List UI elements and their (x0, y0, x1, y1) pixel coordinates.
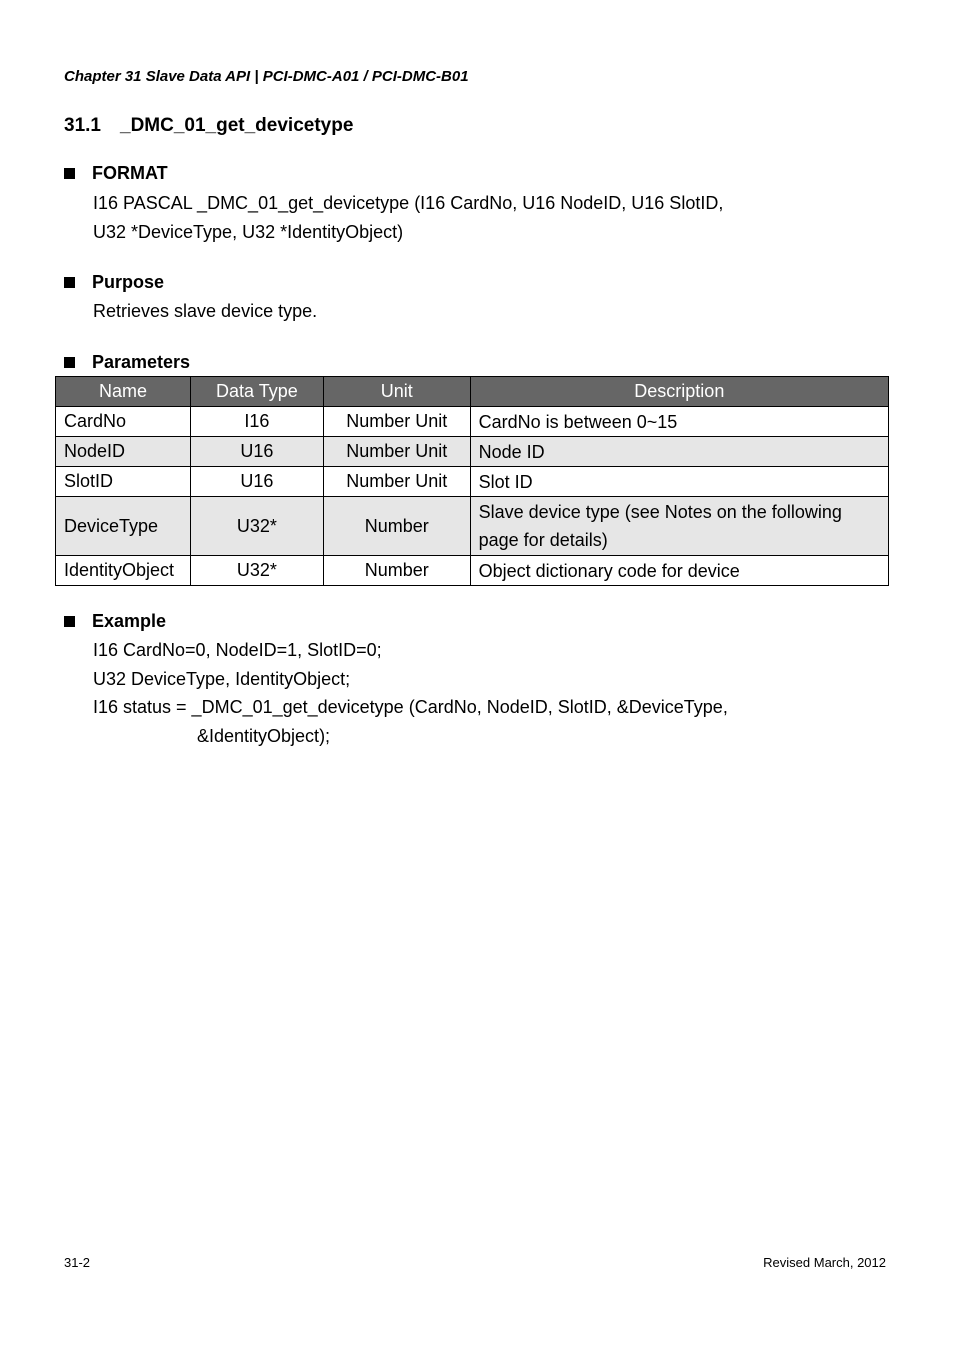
param-unit: Number Unit (323, 437, 470, 467)
param-name: NodeID (56, 437, 191, 467)
purpose-heading-label: Purpose (92, 272, 165, 292)
example-line: I16 status = _DMC_01_get_devicetype (CardNo, NodeID, SlotID, &DeviceType, (93, 697, 728, 717)
param-description: Slot ID (470, 467, 888, 497)
column-header: Data Type (190, 377, 323, 407)
example-heading-label: Example (92, 611, 167, 631)
format-body (93, 189, 723, 246)
param-type: U32* (190, 556, 323, 586)
param-type: U16 (190, 437, 323, 467)
param-name: DeviceType (56, 497, 191, 556)
parameters-heading (64, 352, 190, 373)
param-type: U16 (190, 467, 323, 497)
bullet-square-icon (64, 616, 75, 627)
page-number: 31-2 (64, 1255, 91, 1270)
column-header: Unit (323, 377, 470, 407)
table-header-row (56, 377, 889, 407)
param-description: Slave device type (see Notes on the following page for details) (470, 497, 888, 556)
bullet-square-icon (64, 277, 75, 288)
bullet-square-icon (64, 168, 75, 179)
format-heading-label: FORMAT (92, 163, 168, 183)
param-unit: Number Unit (323, 407, 470, 437)
format-heading (64, 163, 168, 184)
bullet-square-icon (64, 357, 75, 368)
param-type: I16 (190, 407, 323, 437)
param-description: Node ID (470, 437, 888, 467)
chapter-header: Chapter 31 Slave Data API | PCI-DMC-A01 / PCI-DMC-B01 (64, 68, 469, 85)
param-name: CardNo (56, 407, 191, 437)
revision-date: Revised March, 2012 (763, 1255, 886, 1270)
column-header: Name (56, 377, 191, 407)
section-title (64, 115, 353, 137)
column-header: Description (470, 377, 888, 407)
param-unit: Number (323, 497, 470, 556)
param-name: SlotID (56, 467, 191, 497)
section-number: 31.1 (64, 115, 101, 136)
param-unit: Number Unit (323, 467, 470, 497)
purpose-text: Retrieves slave device type. (93, 301, 318, 321)
param-type: U32* (190, 497, 323, 556)
example-code (93, 636, 728, 750)
param-description: CardNo is between 0~15 (470, 407, 888, 437)
example-heading (64, 611, 166, 632)
param-name: IdentityObject (56, 556, 191, 586)
table-row (56, 497, 889, 556)
table-row (56, 467, 889, 497)
example-line: &IdentityObject); (197, 725, 331, 746)
purpose-heading (64, 272, 164, 293)
format-line: I16 PASCAL _DMC_01_get_devicetype (I16 CardNo, U16 NodeID, U16 SlotID, (93, 193, 724, 213)
table-row (56, 437, 889, 467)
parameters-table (55, 376, 889, 586)
section-name: _DMC_01_get_devicetype (120, 115, 354, 136)
example-line: I16 CardNo=0, NodeID=1, SlotID=0; (93, 640, 382, 660)
table-row (56, 407, 889, 437)
param-description: Object dictionary code for device (470, 556, 888, 586)
example-line: U32 DeviceType, IdentityObject; (93, 668, 351, 689)
format-line: U32 *DeviceType, U32 *IdentityObject) (93, 221, 404, 242)
param-unit: Number (323, 556, 470, 586)
table-row (56, 556, 889, 586)
parameters-heading-label: Parameters (92, 352, 191, 372)
